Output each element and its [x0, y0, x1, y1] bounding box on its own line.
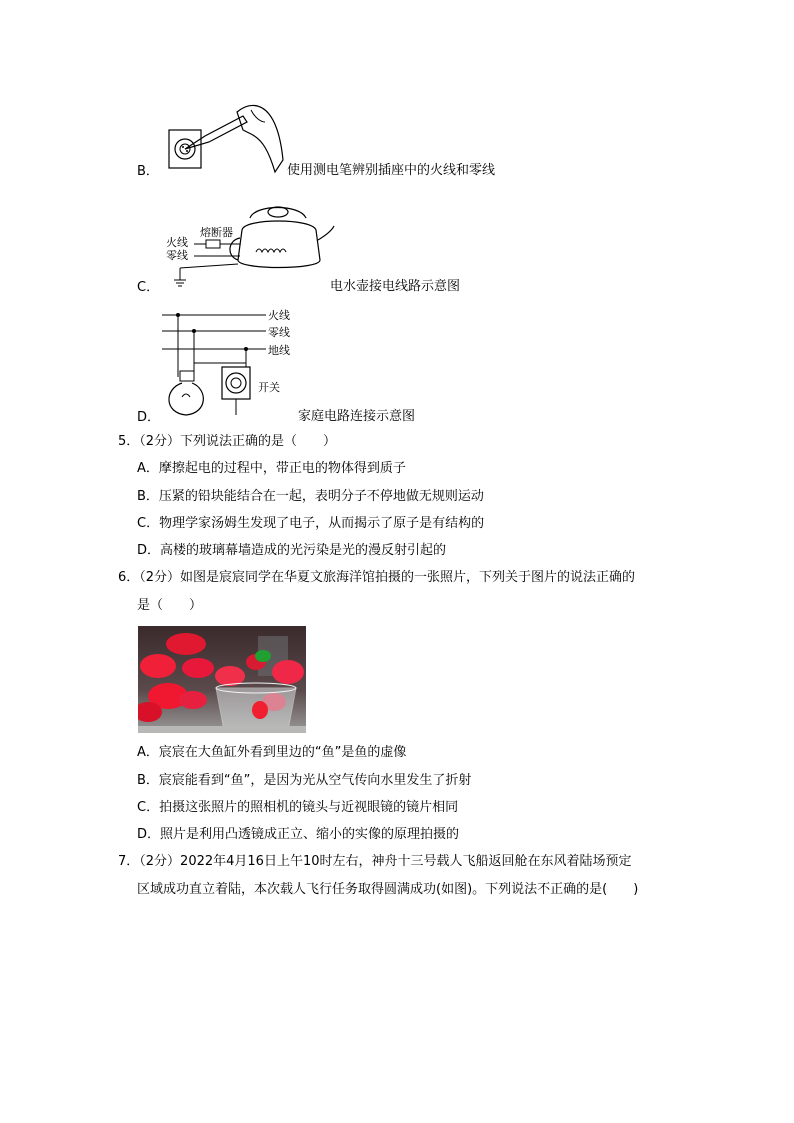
q6-stem-line1: 6．（2分）如图是宸宸同学在华夏文旅海洋馆拍摄的一张照片，下列关于图片的说法正确的 [118, 570, 636, 585]
option-c-caption: 电水壶接电线路示意图 [330, 279, 461, 294]
q5-option-a: A．摩擦起电的过程中，带正电的物体得到质子 [137, 461, 406, 476]
option-c-letter: C． [137, 280, 160, 295]
label-fuse: 熔断器 [200, 226, 233, 239]
q5-option-b: B．压紧的铅块能结合在一起，表明分子不停地做无规则运动 [137, 489, 484, 504]
tester-pen-figure [165, 100, 285, 175]
q5-option-d: D．高楼的玻璃幕墙造成的光污染是光的漫反射引起的 [137, 543, 447, 558]
label-ground-d: 地线 [268, 344, 290, 357]
label-neutral-c: 零线 [166, 249, 188, 262]
option-d-letter: D． [137, 410, 161, 425]
household-circuit-figure [160, 305, 300, 420]
q7-stem-line2: 区域成功直立着陆，本次载人飞行任务取得圆满成功(如图)。下列说法不正确的是( ) [137, 882, 639, 897]
q6-option-a: A．宸宸在大鱼缸外看到里边的“鱼”是鱼的虚像 [137, 745, 407, 760]
option-b-letter: B． [137, 164, 159, 179]
q7-stem-line1: 7．（2分）2022年4月16日上午10时左右，神舟十三号载人飞船返回舱在东风着陆场预定 [118, 854, 632, 869]
label-live-c: 火线 [166, 236, 188, 249]
label-switch-d: 开关 [258, 381, 280, 394]
q6-option-b: B．宸宸能看到“鱼”，是因为光从空气传向水里发生了折射 [137, 773, 472, 788]
q6-option-d: D．照片是利用凸透镜成正立、缩小的实像的原理拍摄的 [137, 827, 460, 842]
q5-option-c: C．物理学家汤姆生发现了电子，从而揭示了原子是有结构的 [137, 516, 485, 531]
option-d-caption: 家庭电路连接示意图 [298, 409, 416, 424]
label-live-d: 火线 [268, 309, 290, 322]
label-neutral-d: 零线 [268, 326, 290, 339]
q6-stem-line2: 是（ ） [137, 598, 203, 613]
q6-option-c: C．拍摄这张照片的照相机的镜头与近视眼镜的镜片相同 [137, 800, 459, 815]
q5-stem: 5．（2分）下列说法正确的是（ ） [118, 434, 337, 449]
option-b-caption: 使用测电笔辨别插座中的火线和零线 [287, 163, 496, 178]
kettle-wiring-figure [160, 190, 335, 295]
aquarium-photo [138, 626, 306, 733]
